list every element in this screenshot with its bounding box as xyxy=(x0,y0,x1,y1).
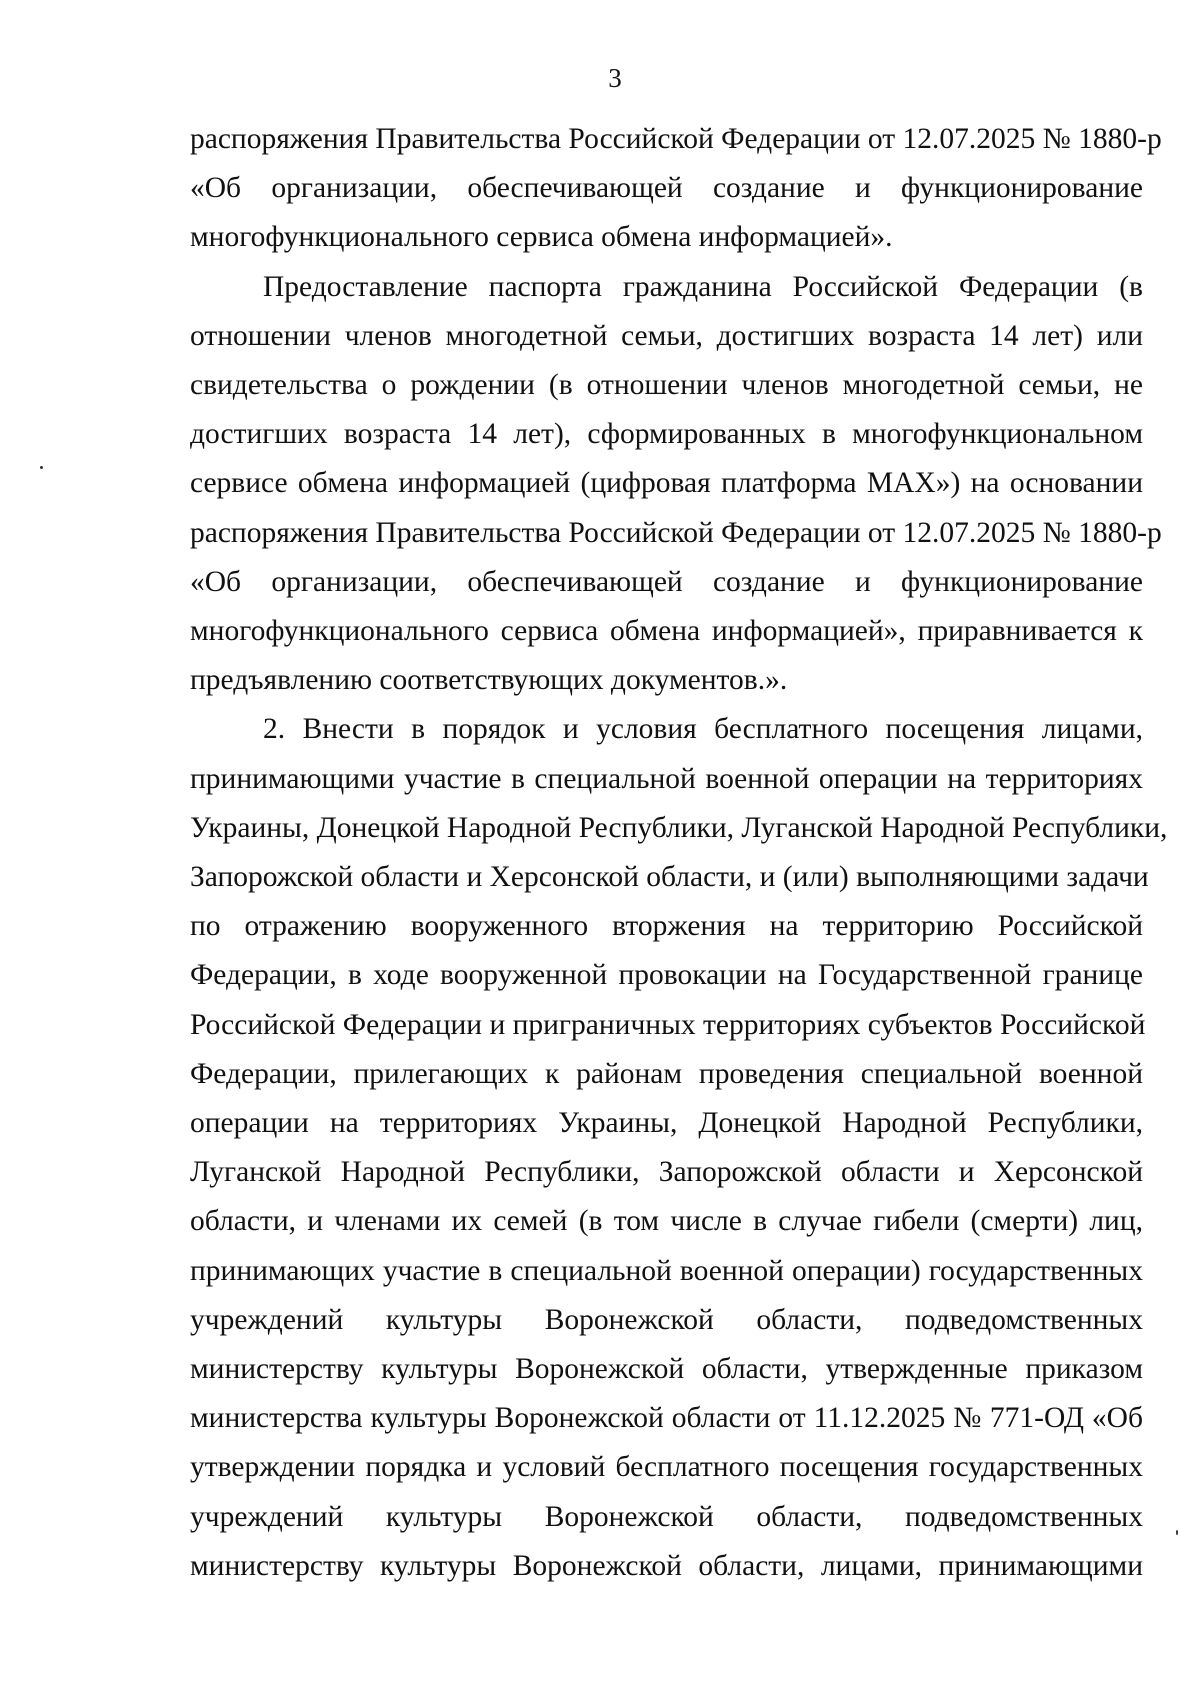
text-line: принимающих участие в специальной военной операции) государственных xyxy=(190,1254,1143,1287)
text-line: предъявлению соответствующих документов.». xyxy=(190,664,788,697)
text-line: утверждении порядка и условий бесплатного посещения государственных xyxy=(190,1451,1143,1484)
text-line: Предоставление паспорта гражданина Российской Федерации (в xyxy=(263,270,1143,303)
text-line: 2. Внести в порядок и условия бесплатного посещения лицами, xyxy=(263,713,1143,746)
text-line: операции на территориях Украины, Донецкой Народной Республики, xyxy=(190,1107,1143,1140)
document-body xyxy=(190,115,1168,1591)
text-line: распоряжения Правительства Российской Федерации от 12.07.2025 № 1880-р xyxy=(190,123,1162,155)
text-line: многофункционального сервиса обмена информацией». xyxy=(190,221,893,254)
text-line: Луганской Народной Республики, Запорожской области и Херсонской xyxy=(190,1156,1143,1189)
paragraph-item-2 xyxy=(190,705,1168,1591)
text-line: сервисе обмена информацией (цифровая платформа MAX») на основании xyxy=(190,467,1143,500)
text-line: Федерации, прилегающих к районам проведения специальной военной xyxy=(190,1057,1143,1090)
page-number: 3 xyxy=(608,63,622,93)
text-line: учреждений культуры Воронежской области, подведомственных xyxy=(190,1500,1143,1533)
text-line: министерству культуры Воронежской области, утвержденные приказом xyxy=(190,1353,1143,1386)
text-line: распоряжения Правительства Российской Федерации от 12.07.2025 № 1880-р xyxy=(190,516,1162,549)
text-line: принимающими участие в специальной военной операции на территориях xyxy=(190,762,1143,795)
text-line: учреждений культуры Воронежской области, подведомственных xyxy=(190,1303,1143,1336)
text-line: министерству культуры Воронежской области, лицами, принимающими xyxy=(190,1549,1143,1582)
text-line: области, и членами их семей (в том числе в случае гибели (смерти) лиц, xyxy=(190,1205,1143,1238)
paragraph-continuation xyxy=(190,115,1162,263)
text-line: отношении членов многодетной семьи, достигших возраста 14 лет) или xyxy=(190,319,1143,352)
text-line: многофункционального сервиса обмена информацией», приравнивается к xyxy=(190,615,1143,648)
paragraph-passport-provision xyxy=(190,263,1162,706)
text-line: Запорожской области и Херсонской области, и (или) выполняющими задачи xyxy=(190,861,1149,894)
text-line: «Об организации, обеспечивающей создание и функционирование xyxy=(190,565,1143,598)
text-line: Российской Федерации и приграничных территориях субъектов Российской xyxy=(190,1008,1146,1041)
text-line: по отражению вооруженного вторжения на территорию Российской xyxy=(190,910,1143,943)
scan-speck xyxy=(1176,1530,1178,1535)
text-line: Федерации, в ходе вооруженной провокации на Государственной границе xyxy=(190,959,1143,992)
text-line: достигших возраста 14 лет), сформированных в многофункциональном xyxy=(190,418,1143,451)
text-line: министерства культуры Воронежской области от 11.12.2025 № 771-ОД «Об xyxy=(190,1402,1143,1435)
text-line: «Об организации, обеспечивающей создание и функционирование xyxy=(190,172,1143,205)
scan-speck xyxy=(40,466,43,469)
text-line: свидетельства о рождении (в отношении членов многодетной семьи, не xyxy=(190,369,1143,402)
text-line: Украины, Донецкой Народной Республики, Луганской Народной Республики, xyxy=(190,811,1168,844)
